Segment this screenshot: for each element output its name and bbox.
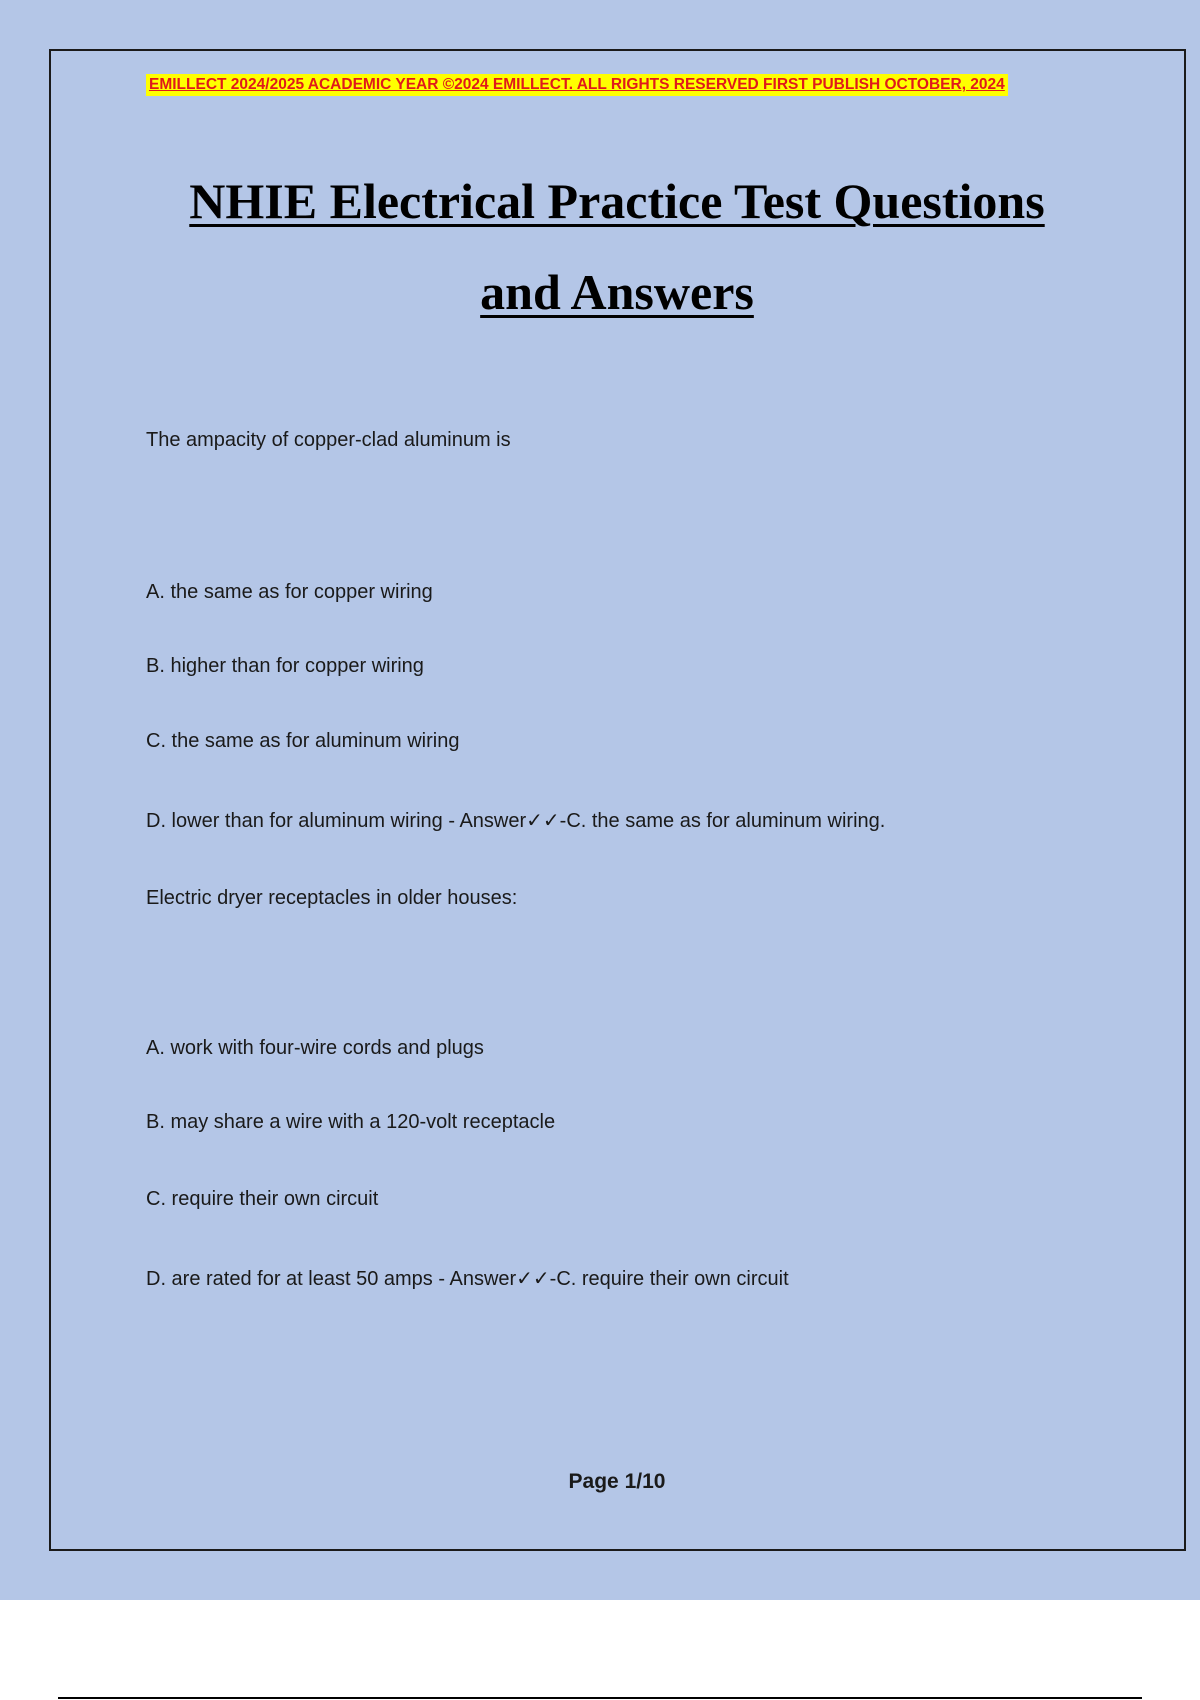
question-1-text: The ampacity of copper-clad aluminum is	[146, 429, 511, 451]
question-2-text: Electric dryer receptacles in older houses:	[146, 887, 518, 909]
question-2-option-b: B. may share a wire with a 120-volt receptacle	[146, 1111, 556, 1133]
page-number: Page 1/10	[568, 1470, 666, 1493]
document-title-line-2: and Answers	[480, 264, 754, 320]
question-1-option-a: A. the same as for copper wiring	[146, 581, 433, 603]
question-1-option-b: B. higher than for copper wiring	[146, 655, 424, 677]
question-2-option-c: C. require their own circuit	[146, 1188, 379, 1210]
document-title-line-1: NHIE Electrical Practice Test Questions	[189, 173, 1045, 229]
copyright-banner: EMILLECT 2024/2025 ACADEMIC YEAR ©2024 EMILLECT. ALL RIGHTS RESERVED FIRST PUBLISH OCTOBER, 2024	[146, 74, 1008, 96]
bottom-divider	[58, 1697, 1142, 1699]
question-1-option-c: C. the same as for aluminum wiring	[146, 730, 460, 752]
question-2-option-a: A. work with four-wire cords and plugs	[146, 1037, 484, 1059]
question-1-option-d-answer: D. lower than for aluminum wiring - Answer✓✓-C. the same as for aluminum wiring.	[146, 810, 886, 832]
question-2-option-d-answer: D. are rated for at least 50 amps - Answer✓✓-C. require their own circuit	[146, 1268, 789, 1290]
